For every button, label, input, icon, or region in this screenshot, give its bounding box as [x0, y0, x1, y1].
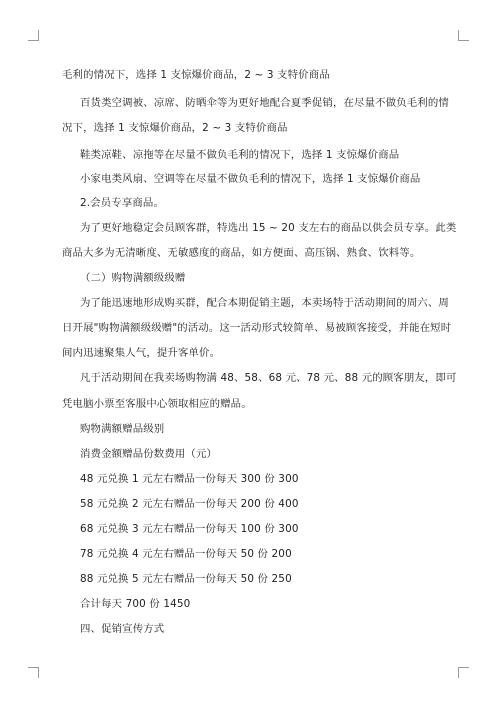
table-row-line: 68 元兑换 3 元左右赠品一份每天 100 份 300	[80, 523, 299, 535]
table-total-line: 合计每天 700 份 1450	[80, 598, 191, 610]
text-line: 鞋类凉鞋、凉拖等在尽量不做负毛利的情况下，选择 1 支惊爆价商品	[80, 149, 400, 161]
table-row-line: 58 元兑换 2 元左右赠品一份每天 200 份 400	[80, 498, 299, 510]
text-line: 况下，选择 1 支惊爆价商品，2 ~ 3 支特价商品	[62, 122, 288, 134]
text-line: 凡于活动期间在我卖场购物满 48、58、68 元、78 元、88 元的顾客朋友，即可	[80, 372, 457, 384]
text-line: 2.会员专享商品。	[80, 197, 164, 209]
text-line: 商品大多为无清晰度、无敏感度的商品，如方便面、高压锅、熟食、饮料等。	[62, 247, 421, 259]
text-line: 毛利的情况下，选择 1 支惊爆价商品，2 ~ 3 支特价商品	[62, 69, 330, 81]
table-row-line: 48 元兑换 1 元左右赠品一份每天 300 份 300	[80, 473, 299, 485]
text-line: 为了更好地稳定会员顾客群，特选出 15 ~ 20 支左右的商品以供会员专享。此类	[80, 222, 457, 234]
text-line: 购物满额赠品级别	[80, 423, 165, 435]
text-line: 为了能迅速地形成购买群，配合本期促销主题，本卖场特于活动期间的周六、周	[80, 297, 449, 309]
table-header-line: 消费金额赠品份数费用（元）	[80, 448, 218, 460]
text-line: 凭电脑小票至客服中心领取相应的赠品。	[62, 398, 252, 410]
section-heading: 四、促销宣传方式	[80, 623, 165, 635]
table-row-line: 78 元兑换 4 元左右赠品一份每天 50 份 200	[80, 548, 292, 560]
section-heading: （二）购物满额级级赠	[80, 272, 186, 284]
text-line: 百货类空调被、凉席、防晒伞等为更好地配合夏季促销，在尽量不做负毛利的情	[80, 97, 449, 109]
table-row-line: 88 元兑换 5 元左右赠品一份每天 50 份 250	[80, 573, 292, 585]
text-line: 小家电类风扇、空调等在尽量不做负毛利的情况下，选择 1 支惊爆价商品	[80, 173, 421, 185]
text-line: 间内迅速聚集人气，提升客单价。	[62, 347, 221, 359]
text-line: 日开展"购物满额级级赠"的活动。这一活动形式较简单、易被顾客接受，并能在短时	[62, 322, 452, 334]
